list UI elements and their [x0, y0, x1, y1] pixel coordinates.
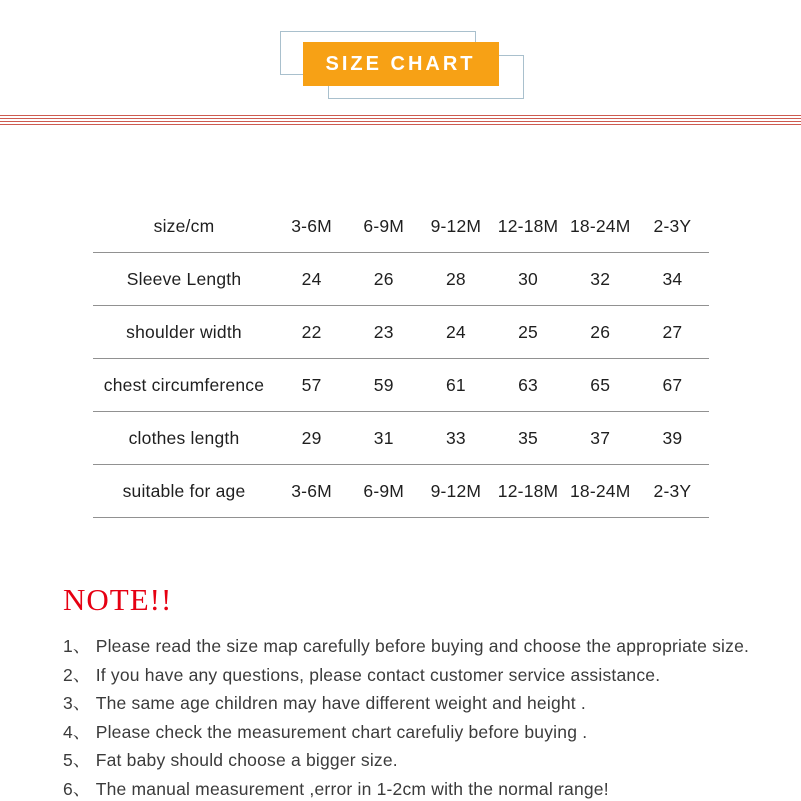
row-value: 37: [590, 427, 611, 448]
row-value: 67: [662, 374, 683, 395]
note-section: [63, 582, 801, 801]
table-row: [93, 306, 709, 359]
row-value: 24: [445, 321, 466, 342]
table-row: [93, 200, 709, 253]
row-label: Sleeve Length: [126, 268, 242, 289]
note-item: 2、 If you have any questions, please contact customer service assistance.: [63, 664, 661, 685]
size-table: [93, 200, 709, 518]
row-value: 32: [590, 268, 611, 289]
row-value: 6-9M: [363, 480, 405, 501]
row-value: 3-6M: [291, 215, 332, 236]
row-value: 22: [301, 321, 322, 342]
row-value: 39: [662, 427, 683, 448]
row-value: 65: [590, 374, 611, 395]
note-heading: NOTE!!: [63, 582, 173, 617]
note-item: 4、 Please check the measurement chart carefuliy before buying .: [63, 721, 588, 742]
row-label: size/cm: [153, 215, 215, 236]
row-value: 25: [518, 321, 538, 342]
row-value: 3-6M: [291, 480, 332, 501]
note-item: 6、 The manual measurement ,error in 1-2cm with the normal range!: [63, 778, 609, 799]
row-value: 6-9M: [363, 215, 405, 236]
row-label: shoulder width: [126, 321, 242, 342]
row-value: 26: [590, 321, 611, 342]
row-value: 18-24M: [569, 480, 631, 501]
row-value: 63: [518, 374, 538, 395]
table-row: [93, 253, 709, 306]
row-label: clothes length: [128, 427, 240, 448]
note-item: 5、 Fat baby should choose a bigger size.: [63, 750, 398, 770]
row-label: suitable for age: [122, 480, 246, 501]
table-row: [93, 465, 709, 518]
row-value: 2-3Y: [653, 215, 692, 236]
row-value: 2-3Y: [653, 480, 692, 501]
row-value: 57: [301, 374, 322, 395]
row-value: 29: [301, 427, 322, 448]
row-value: 33: [445, 427, 466, 448]
row-value: 31: [373, 427, 394, 448]
row-value: 61: [445, 374, 466, 395]
table-row: [93, 359, 709, 412]
row-value: 28: [445, 268, 466, 289]
row-value: 12-18M: [497, 480, 559, 501]
striped-divider: [0, 115, 801, 127]
row-value: 59: [373, 374, 394, 395]
row-value: 27: [662, 321, 683, 342]
row-value: 24: [301, 268, 322, 289]
row-label: chest circumference: [103, 374, 265, 395]
note-item: 1、 Please read the size map carefully before buying and choose the appropriate size.: [63, 636, 750, 656]
row-value: 18-24M: [569, 215, 631, 236]
row-value: 9-12M: [430, 215, 482, 236]
note-list: [63, 632, 801, 801]
row-value: 35: [518, 427, 538, 448]
page-title: SIZE CHART: [303, 42, 499, 86]
row-value: 26: [373, 268, 394, 289]
row-value: 30: [518, 268, 538, 289]
row-value: 12-18M: [497, 215, 559, 236]
size-chart-header: [303, 42, 499, 86]
row-value: 34: [662, 268, 683, 289]
table-row: [93, 412, 709, 465]
row-value: 9-12M: [430, 480, 482, 501]
note-item: 3、 The same age children may have different weight and height .: [63, 693, 586, 713]
row-value: 23: [373, 321, 394, 342]
